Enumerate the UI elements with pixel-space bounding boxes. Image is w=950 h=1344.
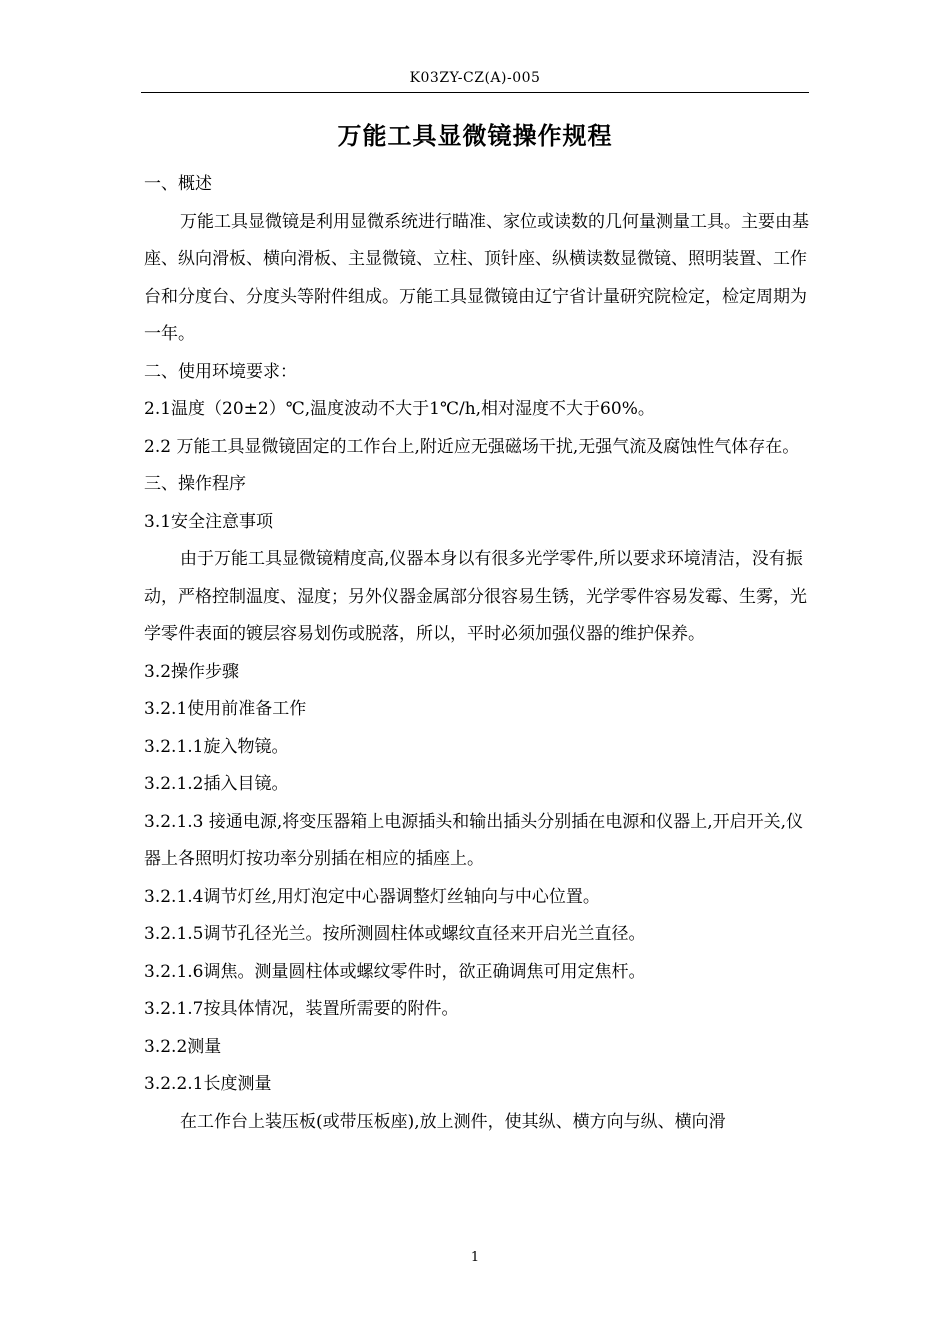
paragraph-2-1: 2.1温度（20±2）℃,温度波动不大于1℃/h,相对湿度不大于60%。	[144, 399, 655, 419]
subheading-3-2-2-1: 3.2.2.1长度测量	[144, 1074, 272, 1094]
header-rule	[141, 92, 809, 93]
section-heading-procedure: 三、操作程序	[144, 474, 246, 494]
step-3-2-1-3: 3.2.1.3 接通电源,将变压器箱上电源插头和输出插头分别插在电源和仪器上,开启开关,仪器上各照明灯按功率分别插在相应的插座上。	[144, 811, 804, 869]
document-body	[144, 166, 810, 1141]
step-3-2-1-5: 3.2.1.5调节孔径光兰。按所测圆柱体或螺纹直径来开启光兰直径。	[144, 924, 646, 944]
step-3-2-1-1: 3.2.1.1旋入物镜。	[144, 736, 289, 757]
step-3-2-1-4: 3.2.1.4调节灯丝,用灯泡定中心器调整灯丝轴向与中心位置。	[144, 886, 600, 907]
paragraph-2-2: 2.2 万能工具显微镜固定的工作台上,附近应无强磁场干扰,无强气流及腐蚀性气体存在。	[144, 436, 800, 457]
section-heading-overview: 一、概述	[144, 174, 212, 194]
document-code: K03ZY-CZ(A)-005	[409, 70, 541, 86]
subheading-3-1: 3.1安全注意事项	[144, 511, 274, 532]
step-3-2-1-6: 3.2.1.6调焦。测量圆柱体或螺纹零件时，欲正确调焦可用定焦杆。	[144, 961, 646, 982]
section-heading-environment: 二、使用环境要求：	[144, 361, 297, 382]
subheading-3-2-1: 3.2.1使用前准备工作	[144, 699, 307, 719]
subheading-3-2-2: 3.2.2测量	[144, 1036, 222, 1057]
paragraph-overview: 万能工具显微镜是利用显微系统进行瞄准、家位或读数的几何量测量工具。主要由基座、纵向滑板、横向滑板、主显微镜、立柱、顶针座、纵横读数显微镜、照明装置、工作台和分度台、分度头等附件组成。万能工具显微镜由辽宁省计量研究院检定，检定周期为一年。	[144, 211, 809, 344]
document-title: 万能工具显微镜操作规程	[337, 122, 613, 150]
paragraph-length-measurement: 在工作台上装压板(或带压板座),放上测件，使其纵、横方向与纵、横向滑	[180, 1111, 726, 1132]
step-3-2-1-7: 3.2.1.7按具体情况，装置所需要的附件。	[144, 999, 459, 1019]
subheading-3-2: 3.2操作步骤	[144, 661, 240, 682]
page-number: 1	[470, 1250, 480, 1265]
step-3-2-1-2: 3.2.1.2插入目镜。	[144, 774, 289, 794]
paragraph-safety: 由于万能工具显微镜精度高,仪器本身以有很多光学零件,所以要求环境清洁，没有振动，严格控制温度、湿度；另外仪器金属部分很容易生锈，光学零件容易发霉、生雾，光学零件表面的镀层容易划伤或脱落，所以，平时必须加强仪器的维护保养。	[144, 549, 807, 644]
